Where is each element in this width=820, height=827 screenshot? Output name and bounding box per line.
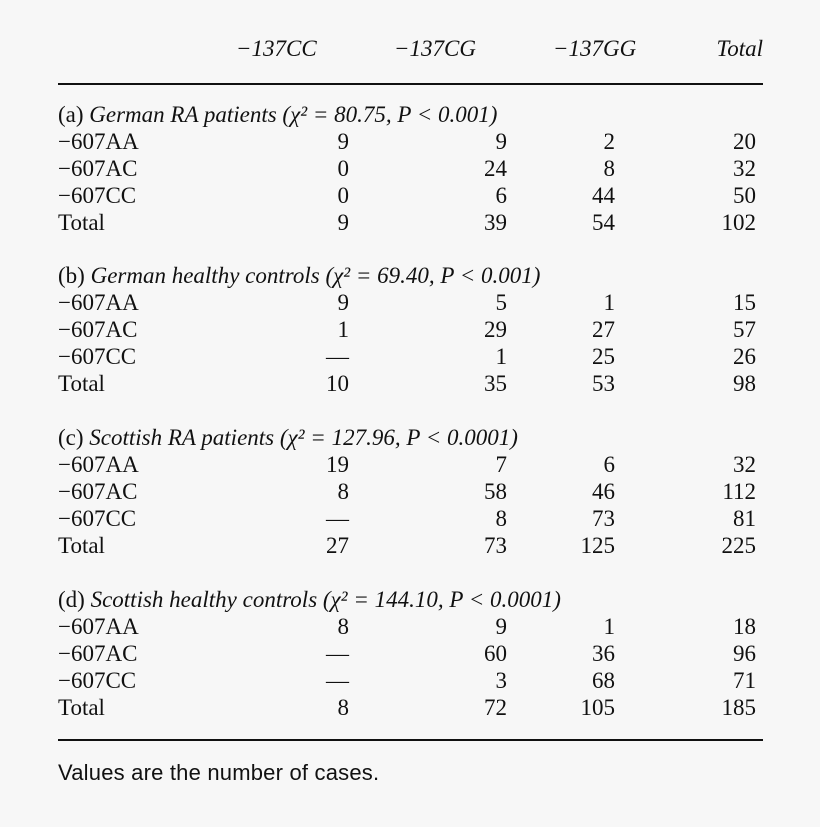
- cell-137gg: 44: [592, 183, 615, 208]
- cell-137gg: 2: [603, 129, 615, 154]
- cell-137cc: 0: [337, 183, 349, 208]
- section-german-healthy-controls: [58, 262, 763, 397]
- cell-137cg: 6: [495, 183, 507, 208]
- table-row-total: [58, 694, 763, 721]
- cell-total: 81: [733, 506, 756, 531]
- row-label: Total: [58, 210, 105, 235]
- cell-137cg: 8: [495, 506, 507, 531]
- row-label: −607CC: [58, 183, 137, 208]
- table-row-total: [58, 532, 763, 559]
- row-label: −607AA: [58, 614, 139, 639]
- section-title: [58, 586, 763, 613]
- cell-137cc: —: [326, 668, 349, 693]
- cell-137cg: 39: [484, 210, 507, 235]
- section-title: [58, 101, 763, 128]
- cell-137gg: 27: [592, 317, 615, 342]
- cell-137cg: 5: [495, 290, 507, 315]
- cell-total: 18: [733, 614, 756, 639]
- cell-137gg: 36: [592, 641, 615, 666]
- row-label: −607CC: [58, 344, 137, 369]
- row-label: Total: [58, 533, 105, 558]
- section-title: [58, 262, 763, 289]
- cell-total: 32: [733, 452, 756, 477]
- cell-137cc: —: [326, 506, 349, 531]
- cell-137cg: 29: [484, 317, 507, 342]
- column-header-137gg: −137GG: [553, 36, 637, 61]
- section-scottish-healthy-controls: [58, 586, 763, 721]
- cell-total: 112: [722, 479, 756, 504]
- top-rule: [58, 83, 763, 85]
- cell-137cc: 8: [337, 695, 349, 720]
- table-footnote: Values are the number of cases.: [58, 760, 380, 785]
- cell-137gg: 53: [592, 371, 615, 396]
- cell-137cc: 10: [326, 371, 349, 396]
- section-description: German healthy controls (χ² = 69.40, P < 0.001): [90, 263, 541, 288]
- row-label: −607CC: [58, 506, 137, 531]
- column-header-137cc: −137CC: [236, 36, 317, 61]
- cell-137gg: 8: [603, 156, 615, 181]
- table-row: [58, 128, 763, 155]
- cell-137cc: 9: [337, 210, 349, 235]
- cell-137cc: 9: [337, 129, 349, 154]
- cell-137cg: 9: [495, 129, 507, 154]
- table-row: [58, 451, 763, 478]
- row-label: Total: [58, 695, 105, 720]
- cell-137cc: 19: [326, 452, 349, 477]
- row-label: −607AC: [58, 479, 138, 504]
- cell-total: 20: [733, 129, 756, 154]
- cell-total: 71: [733, 668, 756, 693]
- section-german-ra-patients: [58, 101, 763, 236]
- cell-total: 50: [733, 183, 756, 208]
- cell-137cg: 1: [495, 344, 507, 369]
- cell-137gg: 125: [580, 533, 615, 558]
- section-title: [58, 424, 763, 451]
- cell-137gg: 54: [592, 210, 615, 235]
- column-header-137cg: −137CG: [394, 36, 476, 61]
- table-row: [58, 182, 763, 209]
- cell-137cc: 1: [337, 317, 349, 342]
- cell-total: 57: [733, 317, 756, 342]
- cell-137gg: 1: [603, 290, 615, 315]
- table-row: [58, 343, 763, 370]
- cell-137gg: 68: [592, 668, 615, 693]
- section-label: (d): [58, 587, 85, 612]
- cell-137cg: 7: [495, 452, 507, 477]
- cell-total: 225: [721, 533, 756, 558]
- cell-total: 26: [733, 344, 756, 369]
- section-scottish-ra-patients: [58, 424, 763, 559]
- section-label: (b): [58, 263, 85, 288]
- genotype-table: [58, 0, 763, 827]
- cell-total: 185: [721, 695, 756, 720]
- cell-137gg: 73: [592, 506, 615, 531]
- table-row: [58, 640, 763, 667]
- cell-total: 32: [733, 156, 756, 181]
- table-row: [58, 289, 763, 316]
- table-row: [58, 505, 763, 532]
- row-label: −607AA: [58, 452, 139, 477]
- row-label: −607AC: [58, 641, 138, 666]
- cell-137gg: 46: [592, 479, 615, 504]
- cell-137cg: 58: [484, 479, 507, 504]
- row-label: −607AC: [58, 156, 138, 181]
- cell-137cc: 9: [337, 290, 349, 315]
- cell-total: 102: [721, 210, 756, 235]
- cell-137gg: 25: [592, 344, 615, 369]
- row-label: −607CC: [58, 668, 137, 693]
- row-label: −607AA: [58, 129, 139, 154]
- cell-137cc: —: [326, 641, 349, 666]
- cell-137cc: 8: [337, 614, 349, 639]
- cell-137cc: —: [326, 344, 349, 369]
- cell-137cc: 0: [337, 156, 349, 181]
- cell-137cg: 60: [484, 641, 507, 666]
- section-label: (c): [58, 425, 84, 450]
- row-label: −607AC: [58, 317, 138, 342]
- section-description: Scottish healthy controls (χ² = 144.10, P < 0.0001): [90, 587, 561, 612]
- section-description: German RA patients (χ² = 80.75, P < 0.001): [89, 102, 498, 127]
- row-label: Total: [58, 371, 105, 396]
- cell-137cc: 27: [326, 533, 349, 558]
- cell-total: 96: [733, 641, 756, 666]
- table-row: [58, 667, 763, 694]
- cell-total: 15: [733, 290, 756, 315]
- section-label: (a): [58, 102, 84, 127]
- cell-137gg: 1: [603, 614, 615, 639]
- section-description: Scottish RA patients (χ² = 127.96, P < 0.0001): [89, 425, 518, 450]
- cell-137cg: 72: [484, 695, 507, 720]
- table-row: [58, 478, 763, 505]
- cell-137cc: 8: [337, 479, 349, 504]
- row-label: −607AA: [58, 290, 139, 315]
- cell-137cg: 73: [484, 533, 507, 558]
- cell-137cg: 35: [484, 371, 507, 396]
- table-row-total: [58, 209, 763, 236]
- cell-total: 98: [733, 371, 756, 396]
- table-row: [58, 316, 763, 343]
- cell-137gg: 6: [603, 452, 615, 477]
- cell-137gg: 105: [580, 695, 615, 720]
- column-header-total: Total: [716, 36, 763, 61]
- column-header-row: [58, 36, 763, 66]
- table-row: [58, 155, 763, 182]
- cell-137cg: 9: [495, 614, 507, 639]
- cell-137cg: 3: [495, 668, 507, 693]
- bottom-rule: [58, 739, 763, 741]
- cell-137cg: 24: [484, 156, 507, 181]
- table-row: [58, 613, 763, 640]
- table-row-total: [58, 370, 763, 397]
